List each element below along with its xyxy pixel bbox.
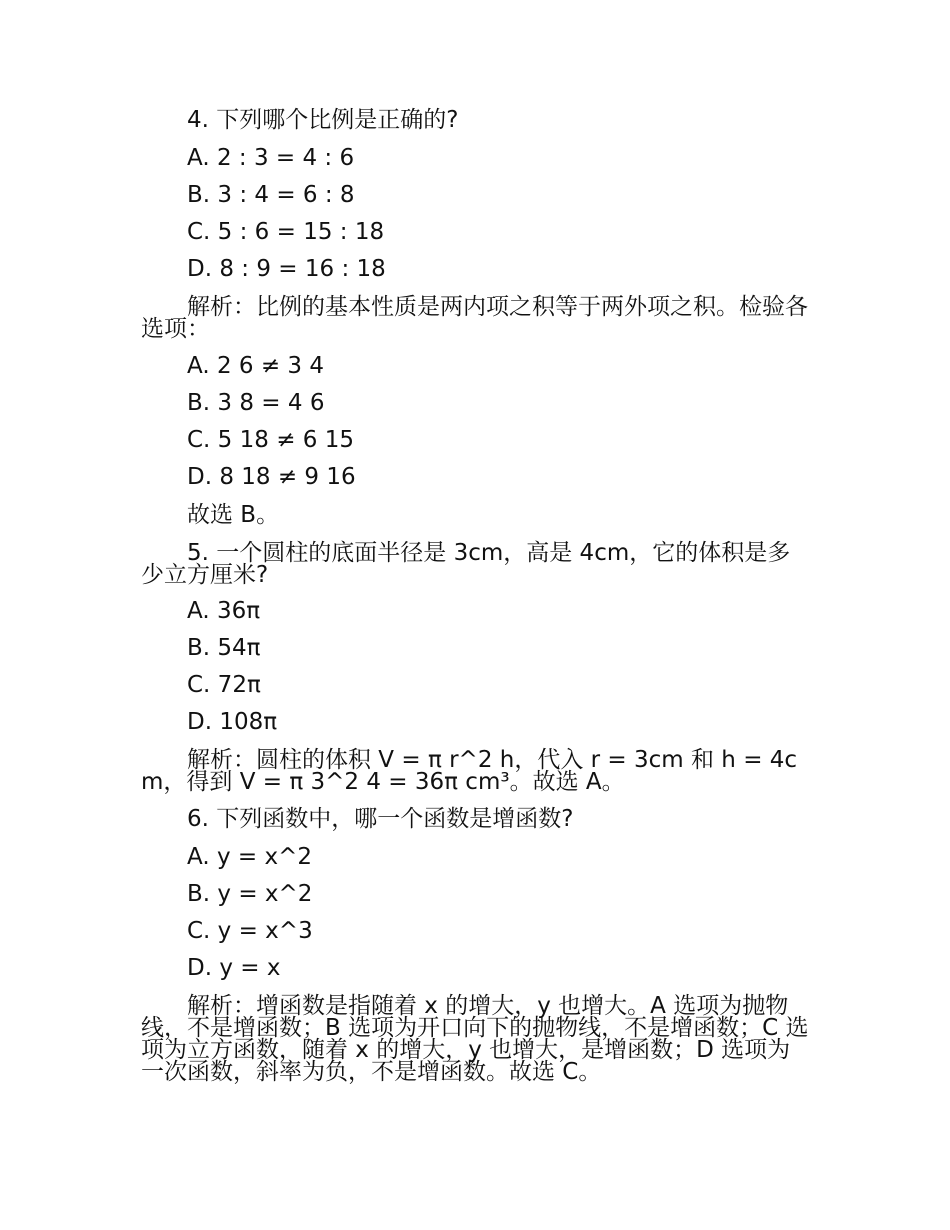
question-4-conclusion: 故选 B。	[187, 502, 280, 528]
question-4-option-b: B. 3 : 4 = 6 : 8	[187, 182, 355, 208]
question-6-option-a: A. y = x^2	[187, 844, 312, 870]
question-6-stem: 6. 下列函数中，哪一个函数是增函数?	[187, 806, 574, 832]
question-4-analysis: 解析：比例的基本性质是两内项之积等于两外项之积。检验各选项：	[141, 294, 808, 342]
question-4-check-c: C. 5 18 ≠ 6 15	[187, 427, 354, 453]
question-4-stem: 4. 下列哪个比例是正确的?	[187, 107, 459, 133]
question-4-option-c: C. 5 : 6 = 15 : 18	[187, 219, 385, 245]
question-5-analysis: 解析：圆柱的体积 V = π r^2 h，代入 r = 3cm 和 h = 4cm，得到 V = π 3^2 4 = 36π cm³。故选 A。	[141, 747, 798, 795]
question-5-option-d: D. 108π	[187, 709, 278, 735]
question-6-option-b: B. y = x^2	[187, 881, 313, 907]
question-5-option-b: B. 54π	[187, 635, 261, 661]
question-4-check-d: D. 8 18 ≠ 9 16	[187, 464, 356, 490]
question-4-check-b: B. 3 8 = 4 6	[187, 390, 325, 416]
question-4-option-d: D. 8 : 9 = 16 : 18	[187, 256, 386, 282]
question-5-stem: 5. 一个圆柱的底面半径是 3cm，高是 4cm，它的体积是多少立方厘米?	[141, 540, 791, 588]
question-4-option-a: A. 2 : 3 = 4 : 6	[187, 145, 355, 171]
question-5-option-a: A. 36π	[187, 598, 261, 624]
question-6-option-d: D. y = x	[187, 955, 281, 981]
question-6-analysis: 解析：增函数是指随着 x 的增大，y 也增大。A 选项为抛物线，不是增函数；B 选项为开口向下的抛物线，不是增函数；C 选项为立方函数，随着 x 的增大，y 也增大，是增函数；D 选项为一次函数，斜率为负，不是增函数。故选 C。	[141, 993, 809, 1085]
question-5-option-c: C. 72π	[187, 672, 261, 698]
question-6-option-c: C. y = x^3	[187, 918, 313, 944]
question-4-check-a: A. 2 6 ≠ 3 4	[187, 353, 325, 379]
